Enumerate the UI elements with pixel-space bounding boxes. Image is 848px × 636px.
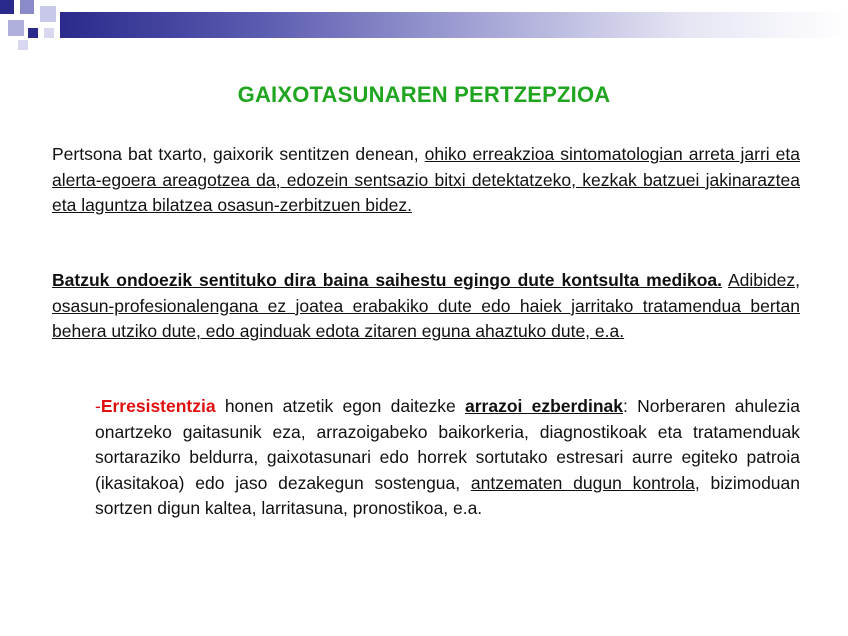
decorative-square	[8, 20, 24, 36]
paragraph-1-underlined: ohiko erreakzioa sintomatologian arreta jarri eta alerta-egoera areagotzea da, edozein sentsazio bitxi detektatzeko, kezkak batzuei jakinaraztea eta laguntza bilatzea osasun-zerbitzuen bidez.	[52, 144, 800, 215]
paragraph-3-bold: arrazoi ezberdinak	[465, 396, 624, 416]
paragraph-2-underlined: Adibidez, osasun-profesionalengana ez joatea erabakiko dute edo haiek jarritako tratamendua bertan behera utziko dute, edo aginduak edota zitaren eguna ahaztuko dute, e.a.	[52, 270, 800, 341]
highlight-term: Erresistentzia	[100, 396, 216, 416]
page-title: GAIXOTASUNAREN PERTZEPZIOA	[237, 82, 611, 107]
banner-gradient-bar	[60, 12, 848, 38]
decorative-square	[18, 40, 28, 50]
decorative-square	[44, 28, 54, 38]
paragraph-3-underlined: antzematen dugun kontrola	[470, 472, 695, 493]
bullet-dash: -	[95, 396, 101, 416]
paragraph-3-text-1: honen atzetik egon daitezke	[215, 396, 465, 416]
paragraph-3-text-3: , bizimoduan sortzen digun kaltea, larritasuna, pronostikoa, e.a.	[95, 472, 800, 518]
decorative-square	[0, 0, 14, 14]
paragraph-2-bold: Batzuk ondoezik sentituko dira baina saihestu egingo dute kontsulta medikoa.	[52, 270, 723, 290]
paragraph-1	[52, 142, 800, 219]
header-banner	[0, 0, 848, 50]
paragraph-3-text-2: : Norberaren ahulezia onartzeko gaitasunik eza, arrazoigabeko baikorkeria, diagnostikoak eta tratamenduak sortaraziko beldurra, gaixotasunari edo horrek sortutako estresari aurre egiteko patroia (ikasitakoa) edo jaso dezakegun sostengua,	[95, 396, 800, 493]
decorative-square	[20, 0, 34, 14]
paragraph-2	[52, 268, 800, 345]
paragraph-3-indented	[95, 394, 800, 522]
paragraph-1-text: Pertsona bat txarto, gaixorik sentitzen denean,	[52, 144, 425, 164]
decorative-square	[40, 6, 56, 22]
decorative-square	[28, 28, 38, 38]
